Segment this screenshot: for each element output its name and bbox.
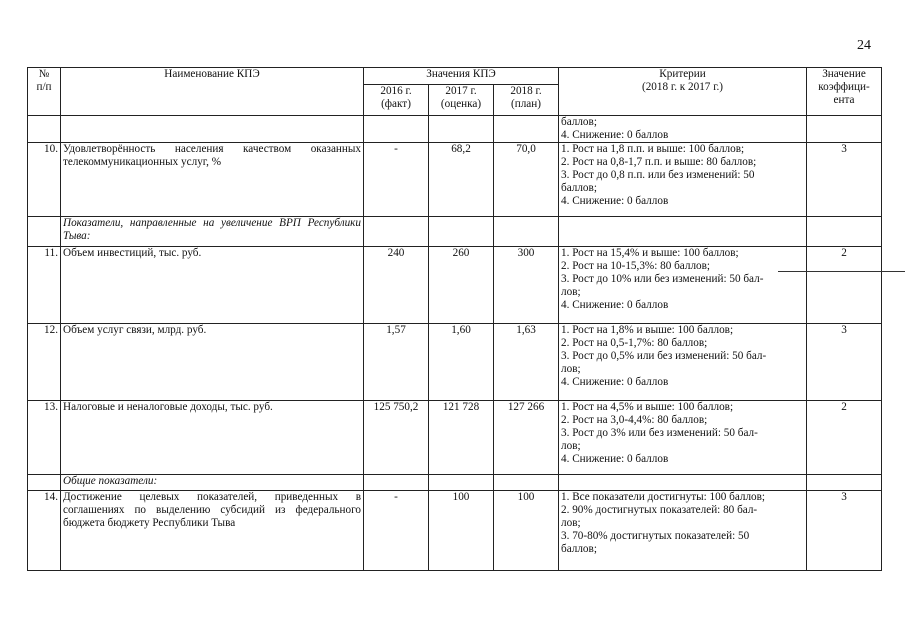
section-row-grp [28,217,882,247]
page-number: 24 [857,38,871,53]
value-2016: 125 750,2 [364,401,429,475]
header-name: Наименование КПЭ [61,68,364,116]
row-number: 11. [28,247,61,324]
header-coefficient: Значение коэффици- ента [807,68,882,116]
header-criteria: Критерии (2018 г. к 2017 г.) [559,68,807,116]
header-2017: 2017 г. (оценка) [429,85,494,116]
table-row-10 [28,143,882,217]
table-row-13 [28,401,882,475]
header-number: № п/п [28,68,61,116]
table-row-11 [28,247,882,324]
row-number: 14. [28,491,61,571]
value-2018: 300 [494,247,559,324]
coefficient: 3 [807,324,882,401]
value-2017: 68,2 [429,143,494,217]
section-row-general [28,475,882,491]
table-row-14 [28,491,882,571]
coefficient: 2 [807,401,882,475]
value-2018: 100 [494,491,559,571]
criteria-cell: 1. Рост на 15,4% и выше: 100 баллов; 2. Рост на 10-15,3%: 80 баллов; 3. Рост до 10% или без изменений: 50 бал- лов; 4. Снижение: 0 баллов [559,247,807,324]
value-2018: 127 266 [494,401,559,475]
coefficient: 2 [807,247,882,324]
header-2018: 2018 г. (план) [494,85,559,116]
value-2018: 1,63 [494,324,559,401]
value-2017: 100 [429,491,494,571]
section-title: Общие показатели: [61,475,364,491]
header-2016: 2016 г. (факт) [364,85,429,116]
coefficient: 3 [807,491,882,571]
value-2016: 1,57 [364,324,429,401]
criteria-cell: 1. Рост на 1,8% и выше: 100 баллов; 2. Рост на 0,5-1,7%: 80 баллов; 3. Рост до 0,5% или без изменений: 50 бал- лов; 4. Снижение: 0 баллов [559,324,807,401]
section-title: Показатели, направленные на увеличение ВРП Республики Тыва: [61,217,364,247]
coefficient: 3 [807,143,882,217]
kpi-name: Удовлетворённость населения качеством оказанных телекоммуникационных услуг, % [61,143,364,217]
kpi-name: Налоговые и неналоговые доходы, тыс. руб. [61,401,364,475]
kpi-name: Объем инвестиций, тыс. руб. [61,247,364,324]
value-2018: 70,0 [494,143,559,217]
kpi-name: Объем услуг связи, млрд. руб. [61,324,364,401]
scan-line-mark [778,271,905,272]
value-2016: - [364,143,429,217]
value-2016: 240 [364,247,429,324]
criteria-cell: 1. Рост на 4,5% и выше: 100 баллов; 2. Рост на 3,0-4,4%: 80 баллов; 3. Рост до 3% или без изменений: 50 бал- лов; 4. Снижение: 0 баллов [559,401,807,475]
table-row-12 [28,324,882,401]
row-number: 13. [28,401,61,475]
criteria-cell: баллов; 4. Снижение: 0 баллов [559,116,807,143]
row-number: 10. [28,143,61,217]
value-2016: - [364,491,429,571]
criteria-cell: 1. Рост на 1,8 п.п. и выше: 100 баллов; 2. Рост на 0,8-1,7 п.п. и выше: 80 баллов; 3. Рост до 0,8 п.п. или без изменений: 50 баллов; 4. Снижение: 0 баллов [559,143,807,217]
criteria-cell: 1. Все показатели достигнуты: 100 баллов; 2. 90% достигнутых показателей: 80 бал- лов; 3. 70-80% достигнутых показателей: 50 баллов; [559,491,807,571]
header-values-group: Значения КПЭ [364,68,559,85]
kpi-name: Достижение целевых показателей, приведенных в соглашениях по выделению субсидий из федерального бюджета бюджету Республики Тыва [61,491,364,571]
value-2017: 121 728 [429,401,494,475]
table-row-continuation [28,116,882,143]
value-2017: 260 [429,247,494,324]
kpi-table [27,67,882,571]
row-number: 12. [28,324,61,401]
value-2017: 1,60 [429,324,494,401]
